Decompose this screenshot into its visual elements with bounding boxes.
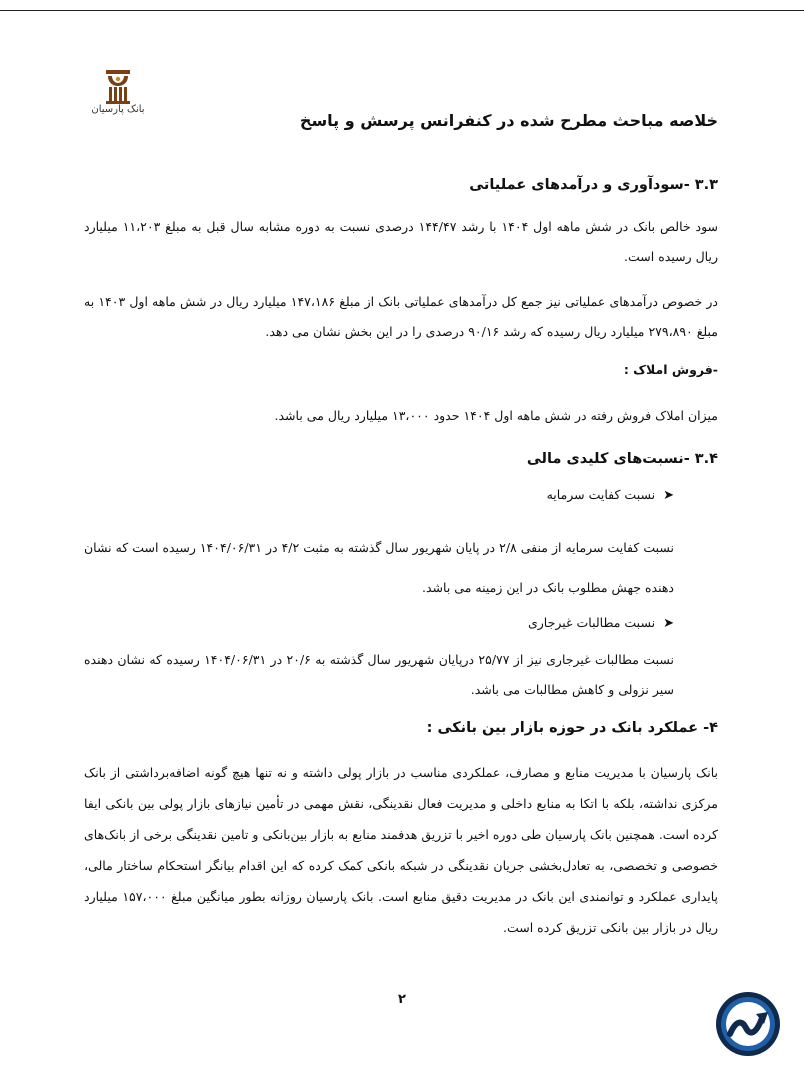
top-rule <box>0 10 804 11</box>
section-4-heading: ۴- عملکرد بانک در حوزه بازار بین بانکی : <box>426 720 718 736</box>
section-3-3-heading: ۳.۳ -سودآوری و درآمدهای عملیاتی <box>469 177 718 193</box>
document-title: خلاصه مباحث مطرح شده در کنفرانس پرسش و پاسخ <box>299 111 718 130</box>
trend-arrow-badge-icon <box>714 990 782 1058</box>
interbank-market-paragraph: بانک پارسیان با مدیریت منابع و مصارف، عملکردی مناسب در بازار پولی داشته و نه تنها هیچ گونه اضافه‌برداشتی از بانک مرکزی نداشته، بلکه با اتکا به منابع داخلی و مدیریت فعال نقدینگی، نقش مهمی در تأمین نیازهای بازار پولی بین بانکی ایفا کرده است. همچنین بانک پارسیان طی دوره اخیر با تزریق هدفمند منابع به بازار بین‌بانکی و تامین نقدینگی برخی از بانک‌های خصوصی و تخصصی، به تعادل‌بخشی جریان نقدینگی در شبکه بانکی کمک کرده که این اقدام بیانگر استحکام ساختار مالی، پایداری عملکرد و توانمندی این بانک در مدیریت دقیق منابع است. بانک پارسیان روزانه بطور میانگین مبلغ ۱۵۷،۰۰۰ میلیارد ریال در بازار بین بانکی تزریق کرده است. <box>84 765 718 935</box>
section-3-4-heading: ۳.۴ -نسبت‌های کلیدی مالی <box>526 451 718 467</box>
arrowhead-bullet-icon: ➤ <box>663 616 674 631</box>
bullet-label: نسبت کفایت سرمایه <box>546 487 656 502</box>
section-3-3-paragraph-2: در خصوص درآمدهای عملیاتی نیز جمع کل درآمدهای عملیاتی بانک از مبلغ ۱۴۷،۱۸۶ میلیارد ریال در شش ماهه اول ۱۴۰۳ به مبلغ ۲۷۹،۸۹۰ میلیارد ریال رسیده که رشد ۹۰/۱۶ درصدی را در این بخش نشان می دهد. <box>84 294 718 339</box>
property-sales-subheading: -فروش املاک : <box>623 362 718 377</box>
bullet-npl-ratio <box>528 615 674 631</box>
bank-logo <box>84 66 152 126</box>
trend-arrow-badge <box>714 990 782 1058</box>
arrowhead-bullet-icon: ➤ <box>663 488 674 503</box>
npl-ratio-paragraph: نسبت مطالبات غیرجاری نیز از ۲۵/۷۷ درپایان شهریور سال گذشته به ۲۰/۶ در ۱۴۰۴/۰۶/۳۱ رسیده که نشان دهنده سیر نزولی و کاهش مطالبات می باشد. <box>84 652 674 697</box>
bank-logo-icon <box>84 66 152 104</box>
bullet-capital-adequacy <box>547 487 674 503</box>
section-3-3-paragraph-1: سود خالص بانک در شش ماهه اول ۱۴۰۴ با رشد ۱۴۴/۴۷ درصدی نسبت به دوره مشابه سال قبل به مبلغ ۱۱،۲۰۳ میلیارد ریال رسیده است. <box>84 219 719 264</box>
page-number: ۲ <box>398 992 406 1007</box>
capital-adequacy-paragraph: نسبت کفایت سرمایه از منفی ۲/۸ در پایان شهریور سال گذشته به مثبت ۴/۲ در ۱۴۰۴/۰۶/۳۱ رسیده است که نشان دهنده جهش مطلوب بانک در این زمینه می باشد. <box>84 540 674 595</box>
section-3-3-paragraph-3: میزان املاک فروش رفته در شش ماهه اول ۱۴۰۴ حدود ۱۳،۰۰۰ میلیارد ریال می باشد. <box>274 408 718 423</box>
logo-text: بانک پارسیان <box>91 104 145 115</box>
bullet-label: نسبت مطالبات غیرجاری <box>527 615 656 630</box>
